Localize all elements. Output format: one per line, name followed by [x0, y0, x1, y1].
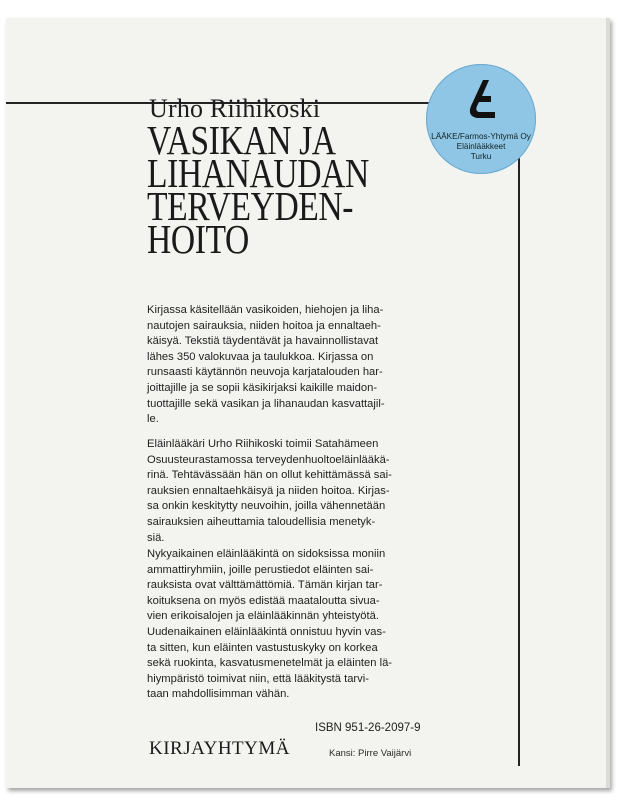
- text-line: sekä ruokinta, kasvatusmenetelmät ja eläinten lä-: [147, 657, 393, 670]
- text-line: Uudenaikainen eläinlääkintä onnistuu hyvin vas-: [147, 625, 386, 638]
- text-line: runsaasti käytännön neuvoja karjatalouden har-: [147, 366, 383, 379]
- book-back-cover: [6, 18, 610, 788]
- text-line: siä.: [147, 531, 165, 544]
- cover-edge: [606, 18, 610, 788]
- text-line: rinä. Tehtävässään hän on ollut kehittämässä sai-: [147, 469, 392, 482]
- title-line: VASIKAN JA: [147, 117, 336, 163]
- text-line: lähes 350 valokuvaa ja taulukkoa. Kirjassa on: [147, 350, 374, 363]
- stylized-e-logo-icon: [461, 76, 501, 128]
- title-line: TERVEYDEN-: [147, 183, 354, 229]
- text-line: vien erikoisalojen ja eläinlääkinnän yhteistyötä.: [147, 610, 379, 623]
- text-line: hiympäristö toimivat niin, että lääkitystä tarvi-: [147, 672, 369, 685]
- book-title: [147, 117, 409, 262]
- text-line: käisyä. Tekstiä täydentävät ja havainnollistavat: [147, 335, 379, 348]
- price-sticker: [426, 64, 536, 174]
- publisher-name: KIRJAYHTYMÄ: [149, 738, 290, 759]
- sticker-line: Turku: [470, 152, 492, 161]
- sticker-line: Eläinlääkkeet: [456, 142, 506, 151]
- description-paragraph-3: [147, 547, 504, 703]
- text-line: taan mahdollisimman vähän.: [147, 688, 290, 701]
- text-line: ammattiryhmiin, joille perustiedot eläinten sai-: [147, 563, 374, 576]
- description-paragraph-2: [147, 437, 504, 546]
- text-line: rauksista ovat välttämättömiä. Tämän kirjan tar-: [147, 579, 383, 592]
- text-line: Eläinlääkäri Urho Riihikoski toimii Satahämeen: [147, 438, 379, 450]
- author-name: Urho Riihikoski: [149, 94, 321, 123]
- text-line: Nykyaikainen eläinlääkintä on sidoksissa moniin: [147, 548, 386, 560]
- text-line: Osuusteurastamossa terveydenhuoltoeläinlääkä-: [147, 453, 390, 466]
- text-line: nautojen sairauksia, niiden hoitoa ja ennaltaeh-: [147, 319, 381, 332]
- text-line: le.: [147, 413, 159, 426]
- description-paragraph-1: [147, 303, 504, 428]
- sticker-line: LÄÄKE/Farmos-Yhtymä Oy: [431, 132, 531, 141]
- isbn-number: ISBN 951-26-2097-9: [315, 722, 421, 734]
- text-line: koituksena on myös edistää maataloutta sivua-: [147, 594, 380, 607]
- text-line: rauksien ennaltaehkäisyä ja niiden hoitoa. Kirjas-: [147, 484, 390, 497]
- text-line: tuottajille sekä vasikan ja lihanaudan kasvattajil-: [147, 397, 385, 410]
- text-line: joittajille ja se sopii käsikirjaksi kaikille maidon-: [147, 381, 378, 394]
- vertical-rule: [518, 102, 520, 766]
- text-line: ta sitten, kun eläinten vastustuskyky on korkea: [147, 641, 378, 654]
- cover-credit: Kansi: Pirre Vaijärvi: [329, 748, 412, 759]
- title-line: HOITO: [147, 216, 249, 262]
- text-line: sairauksien aiheuttamia taloudellisia menetyk-: [147, 515, 376, 528]
- sticker-text: [426, 132, 536, 162]
- title-line: LIHANAUDAN: [147, 150, 369, 196]
- text-line: sa onkin keskitytty neuvoihin, joilla vähennetään: [147, 500, 386, 513]
- text-line: Kirjassa käsitellään vasikoiden, hiehojen ja liha-: [147, 304, 384, 316]
